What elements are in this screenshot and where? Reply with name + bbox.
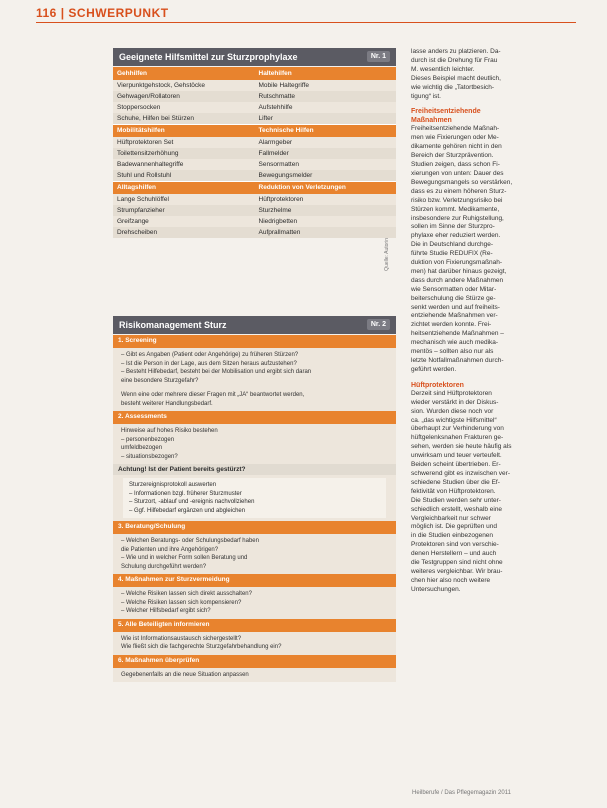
table-row — [113, 227, 396, 238]
section-title: SCHWERPUNKT — [68, 6, 169, 20]
risk-section-beratung: 3. Beratung/Schulung — [113, 521, 396, 534]
table-row — [113, 91, 396, 102]
risiko-title-bar — [113, 316, 396, 334]
text-line: überhaupt zur Verhinderung von — [411, 425, 504, 433]
risk-line: Schulung durchgeführt werden? — [121, 563, 207, 570]
text-line: lasse anders zu platzieren. Da- — [411, 48, 501, 55]
table-cell: Sturzhelme — [255, 205, 397, 216]
hilfsmittel-table — [113, 67, 396, 238]
text-line: dikamente gehören nicht in den — [411, 143, 502, 151]
text-line: mentös – sollten also nur als — [411, 348, 494, 356]
table-cell: Schuhe, Hilfen bei Stürzen — [113, 113, 255, 124]
table-cell: Hüftprotektoren — [255, 194, 397, 205]
risk-line: Wie ist Informationsaustausch sichergestellt? — [121, 635, 242, 642]
text-line: schwerend gibt es inzwischen ver- — [411, 469, 510, 477]
text-line: die Testgruppen sind nicht ohne — [411, 559, 503, 567]
table-cell: Badewannenhaltegriffe — [113, 159, 255, 170]
text-line: Vergleichbarkeit nur schwer — [411, 514, 491, 522]
text-line: entziehende Maßnahmen ver- — [411, 312, 498, 320]
photo-credit: Quelle: Autorin — [384, 238, 390, 271]
risk-beratung-lines — [113, 534, 396, 574]
table-cell: Aufprallmatten — [255, 227, 397, 238]
text-line: tigung“ ist. — [411, 92, 441, 100]
text-line: Dieses Beispiel macht deutlich, — [411, 74, 501, 82]
body-text-column — [411, 48, 551, 595]
text-line: Die Studien werden sehr unter- — [411, 496, 501, 504]
section-header-cell: Mobilitätshilfen — [113, 124, 255, 137]
text-line: chen hier also noch weitere — [411, 576, 491, 584]
risk-screening-lines — [113, 348, 396, 388]
text-line: insbesondere zur Ruhigstellung, — [411, 214, 504, 222]
text-line: Freiheitsentziehende Maßnah- — [411, 125, 500, 133]
text-line: wie wichtig die „Tatortbesich- — [411, 83, 495, 91]
table-cell: Mobile Haltegriffe — [255, 80, 397, 91]
text-line: dass es zu einem höheren Sturz- — [411, 187, 507, 195]
risk-line: – Welcher Hilfsbedarf ergibt sich? — [121, 608, 211, 614]
risk-massnahmen-lines — [113, 587, 396, 619]
section-header-cell: Reduktion von Verletzungen — [255, 181, 397, 194]
risk-section-assessments: 2. Assessments — [113, 411, 396, 424]
risk-line: – Gibt es Angaben (Patient oder Angehörige) zu früheren Stürzen? — [121, 352, 299, 358]
text-line: durch ist die Drehung für Frau — [411, 56, 498, 64]
risk-note-line: Wenn eine oder mehrere dieser Fragen mit „JA“ beantwortet werden, — [121, 392, 305, 398]
risk-line: – Wie und in welcher Form sollen Beratung und — [121, 555, 248, 561]
table-cell: Aufstehhilfe — [255, 102, 397, 113]
risk-note-line: besteht weiterer Handlungsbedarf. — [121, 400, 213, 407]
text-line: zichtet werden konnte. Frei- — [411, 321, 492, 329]
text-line: M. wesentlich leichter. — [411, 65, 475, 73]
risk-assessment-lines — [113, 424, 396, 464]
text-line: risiko bzw. Verletzungsrisiko bei — [411, 196, 503, 204]
risk-line: Gegebenenfalls an die neue Situation anpassen — [121, 671, 249, 678]
heading-freiheitsentziehende — [411, 107, 551, 125]
table-row — [113, 148, 396, 159]
section-header-cell: Haltehilfen — [255, 67, 397, 80]
section-header-cell: Alltagshilfen — [113, 181, 255, 194]
risk-inner-line: – Sturzort, -ablauf und -ereignis nachvollziehen — [129, 499, 255, 505]
text-line: beiterschulung die Stürze ge- — [411, 294, 496, 302]
text-line: Bereich der Sturzprävention. — [411, 152, 494, 160]
text-line: sion. Wurden diese noch vor — [411, 407, 494, 415]
text-line: heitsentziehende Maßnahmen – — [411, 330, 504, 338]
text-line: Protektoren sind von verschie- — [411, 541, 499, 549]
section-header-cell: Technische Hilfen — [255, 124, 397, 137]
heading-line: Freiheitsentziehende — [411, 108, 481, 116]
risiko-badge: Nr. 2 — [367, 319, 390, 330]
table-row — [113, 102, 396, 113]
risk-inner-line: Sturzereignisprotokoll auswerten — [129, 482, 217, 488]
risk-screening-note — [113, 388, 396, 411]
text-line: xierungen von unten: Dauer des — [411, 169, 504, 177]
risk-line: – Ist die Person in der Lage, aus dem Sitzen heraus aufzustehen? — [121, 360, 297, 367]
text-line: Studien zeigen, dass schon Fi- — [411, 161, 500, 169]
paragraph-intro — [411, 48, 551, 101]
risk-line: – Welche Risiken lassen sich kompensieren? — [121, 599, 242, 606]
paragraph-hueftprotektoren — [411, 390, 551, 595]
text-line: Beiden scheint übertrieben. Er- — [411, 461, 501, 469]
table-row — [113, 80, 396, 91]
heading-line: Hüftprotektoren — [411, 381, 464, 389]
table-row — [113, 113, 396, 124]
table-cell: Toilettensitzerhöhung — [113, 148, 255, 159]
header-rule — [36, 22, 576, 23]
table-cell: Bewegungsmelder — [255, 170, 397, 181]
table-row — [113, 159, 396, 170]
risk-section-ueberpruefen: 6. Maßnahmen überprüfen — [113, 655, 396, 668]
text-line: wieder verstärkt in der Diskus- — [411, 398, 499, 406]
table-cell: Lifter — [255, 113, 397, 124]
risk-section-informieren: 5. Alle Beteiligten informieren — [113, 619, 396, 632]
risk-line: umfeldbezogen — [121, 445, 163, 451]
table-cell: Greifzange — [113, 216, 255, 227]
risk-line: – Welchen Beratungs- oder Schulungsbedarf haben — [121, 538, 259, 544]
text-line: Stürzen kommt. Medikamente, — [411, 205, 500, 213]
text-line: Bewegungsmangels so verstärken, — [411, 178, 513, 186]
paragraph-freiheitsentziehende — [411, 125, 551, 374]
risk-line: – situationsbezogen? — [121, 453, 178, 460]
risk-informieren-lines — [113, 632, 396, 655]
page-header — [36, 6, 169, 26]
risk-subheading-fall: Achtung! Ist der Patient bereits gestürzt? — [113, 464, 396, 475]
table-cell: Hüftprotektoren Set — [113, 137, 255, 148]
section-header-cell: Gehhilfen — [113, 67, 255, 80]
table-section-header — [113, 181, 396, 194]
text-line: mechanisch wie auch medika- — [411, 339, 499, 347]
table-cell: Gehwagen/Rollatoren — [113, 91, 255, 102]
text-line: wie Sensormatten oder Mitar- — [411, 285, 497, 293]
risiko-title: Risikomanagement Sturz — [119, 320, 227, 330]
table-cell: Niedrigbetten — [255, 216, 397, 227]
text-line: hüftgelenksnahen Frakturen ge- — [411, 434, 504, 442]
risk-line: – Welche Risiken lassen sich direkt ausschalten? — [121, 591, 252, 597]
table-cell: Vierpunktgehstock, Gehstöcke — [113, 80, 255, 91]
risk-section-massnahmen: 4. Maßnahmen zur Sturzvermeidung — [113, 574, 396, 587]
text-line: Untersuchungen. — [411, 585, 461, 593]
table-cell: Fallmelder — [255, 148, 397, 159]
table-cell: Lange Schuhlöffel — [113, 194, 255, 205]
risk-line: die Patienten und ihre Angehörigen? — [121, 546, 219, 553]
table-cell: Drehscheiben — [113, 227, 255, 238]
risk-line: Wie fließt sich die fachgerechte Sturzgefahrbehandlung ein? — [121, 644, 282, 650]
risk-line: – Besteht Hilfebedarf, besteht bei der Mobilisation und ergibt sich daran — [121, 369, 312, 375]
text-line: fektivität von Hüftprotektoren. — [411, 487, 496, 495]
table-cell: Stoppersocken — [113, 102, 255, 113]
text-line: Die in Deutschland durchge- — [411, 241, 494, 249]
text-line: dass durch andere Maßnahmen — [411, 276, 504, 284]
text-line: schiedlich erstellt, weshalb eine — [411, 505, 503, 513]
text-line: letzte Notfallmaßnahmen durch- — [411, 357, 504, 364]
text-line: duktion von Fixierungsmaßnah- — [411, 259, 503, 267]
text-line: ca. „das wichtigste Hilfsmittel“ — [411, 416, 497, 424]
table-section-header — [113, 67, 396, 80]
header-separator: | — [60, 6, 69, 20]
page-number: 116 — [36, 6, 57, 20]
text-line: men) hat darüber hinaus gezeigt, — [411, 267, 507, 275]
table-cell: Rutschmatte — [255, 91, 397, 102]
table-row — [113, 216, 396, 227]
heading-line: Maßnahmen — [411, 117, 452, 125]
text-line: weiteres vergleichbar. Wir brau- — [411, 567, 503, 575]
table-cell: Stuhl und Rollstuhl — [113, 170, 255, 181]
text-line: sollen im Sinne der Sturzpro- — [411, 223, 495, 231]
table-row — [113, 137, 396, 148]
risk-section-screening: 1. Screening — [113, 335, 396, 348]
text-line: men wie Fixierungen oder Me- — [411, 134, 499, 142]
risk-inner-line: – Informationen bzgl. früherer Sturzmuster — [129, 490, 242, 497]
text-line: unwirksam und teuer verteufelt. — [411, 452, 502, 460]
hilfsmittel-title-bar — [113, 48, 396, 66]
hilfsmittel-title: Geeignete Hilfsmittel zur Sturzprophylaxe — [119, 52, 298, 62]
text-line: führte Studie REDUFIX (Re- — [411, 250, 493, 258]
text-line: sehen, werden sie heute häufig als — [411, 443, 512, 451]
table-cell: Alarmgeber — [255, 137, 397, 148]
text-line: senkt werden und auf freiheits- — [411, 303, 500, 311]
table-row — [113, 205, 396, 216]
text-line: in die Studien einbezogenen — [411, 532, 494, 540]
table-row — [113, 170, 396, 181]
text-line: schiedene Studien über die Ef- — [411, 478, 500, 486]
risk-inner-box — [123, 478, 386, 518]
table-row — [113, 194, 396, 205]
risk-line: Hinweise auf hohes Risiko bestehen — [121, 428, 218, 434]
table-section-header — [113, 124, 396, 137]
table-cell: Strumpfanzieher — [113, 205, 255, 216]
text-line: denen Herstellern – und auch — [411, 550, 497, 558]
risk-ueberpruefen-lines — [113, 668, 396, 683]
hilfsmittel-badge: Nr. 1 — [367, 51, 390, 62]
risiko-box — [113, 335, 396, 682]
heading-hueftprotektoren — [411, 381, 551, 390]
text-line: geführt werden. — [411, 365, 457, 373]
page-footer: Heilberufe / Das Pflegemagazin 2011 — [412, 790, 511, 796]
table-cell: Sensormatten — [255, 159, 397, 170]
risk-line: – personenbezogen — [121, 436, 175, 443]
risk-line: eine besondere Sturzgefahr? — [121, 377, 199, 384]
text-line: phylaxe eher reduziert werden. — [411, 232, 501, 240]
risk-inner-line: – Ggf. Hilfebedarf ergänzen und abgleichen — [129, 507, 246, 514]
text-line: möglich ist. Die geprüften und — [411, 523, 497, 531]
text-line: Derzeit sind Hüftprotektoren — [411, 389, 492, 397]
